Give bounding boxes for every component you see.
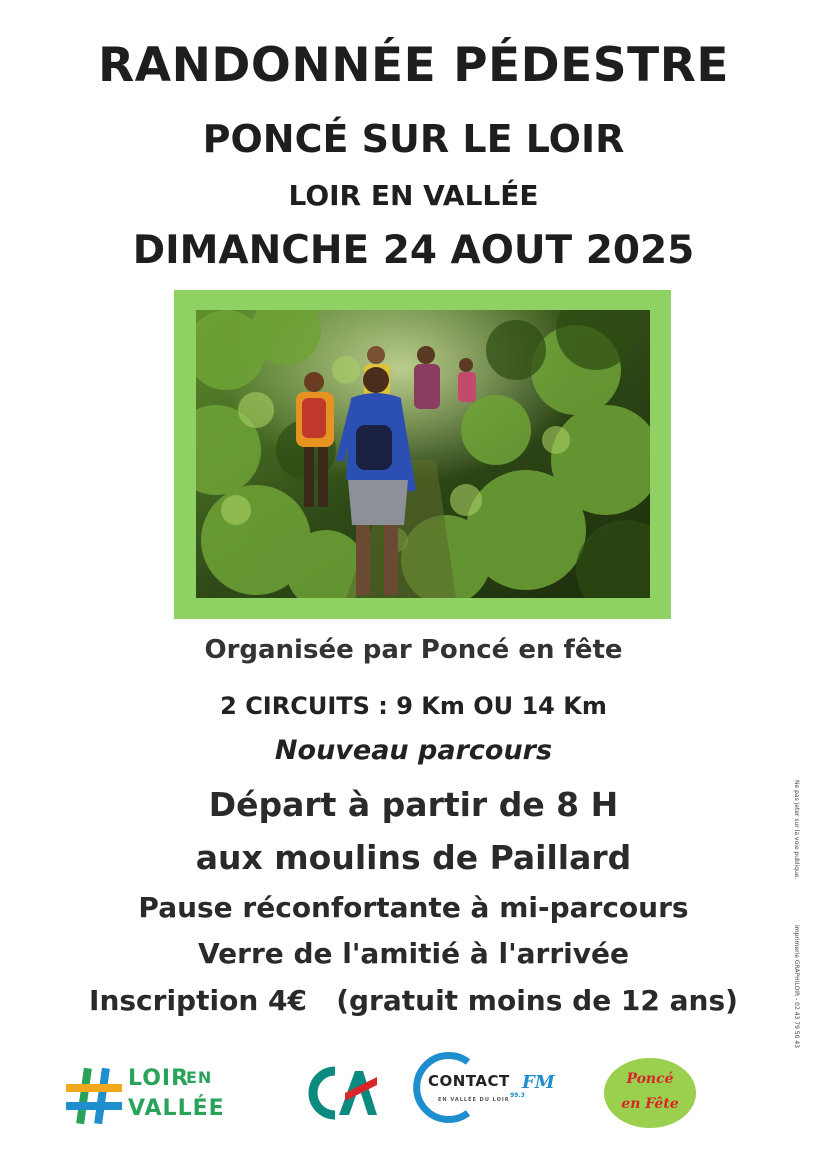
contact-fm-logo — [410, 1050, 560, 1125]
ponce-line1: Poncé — [626, 1071, 674, 1087]
contact-frequency: 99.3 — [510, 1092, 525, 1099]
break-line: Pause réconfortante à mi-parcours — [138, 891, 689, 924]
event-date: DIMANCHE 24 AOUT 2025 — [132, 228, 695, 273]
vallee-word: VALLÉE — [128, 1096, 225, 1121]
credit-agricole-icon — [305, 1063, 379, 1123]
loir-en-vallee-logo — [62, 1062, 232, 1132]
contact-fm-label: FM — [522, 1072, 555, 1093]
ponce-en-fete-logo — [604, 1058, 696, 1128]
contact-name: CONTACT — [428, 1072, 510, 1090]
location-heading: PONCÉ SUR LE LOIR — [202, 117, 625, 161]
printer-note: Imprimerie GRAPHILOIR - 02 43 79 50 43 — [793, 925, 800, 1048]
commune-heading: LOIR EN VALLÉE — [288, 179, 539, 212]
circuits-line: 2 CIRCUITS : 9 Km OU 14 Km — [220, 692, 607, 720]
recycling-note: Ne pas jeter sur la voie publique. — [793, 780, 800, 880]
en-word: EN — [186, 1068, 213, 1087]
contact-tagline: EN VALLÉE DU LOIR — [438, 1097, 510, 1103]
organiser-line: Organisée par Poncé en fête — [204, 635, 623, 665]
poster-title: RANDONNÉE PÉDESTRE — [98, 38, 729, 93]
registration-line: Inscription 4€ (gratuit moins de 12 ans) — [89, 984, 738, 1017]
new-route-line: Nouveau parcours — [274, 735, 553, 766]
place-line: aux moulins de Paillard — [195, 838, 632, 877]
credit-agricole-logo — [305, 1063, 379, 1123]
hashtag-icon — [62, 1064, 128, 1130]
drink-line: Verre de l'amitié à l'arrivée — [198, 937, 629, 970]
hikers-photo — [196, 310, 650, 598]
departure-line: Départ à partir de 8 H — [208, 785, 619, 824]
loir-word: LOIR — [128, 1066, 190, 1091]
ponce-line2: en Fête — [621, 1096, 679, 1112]
